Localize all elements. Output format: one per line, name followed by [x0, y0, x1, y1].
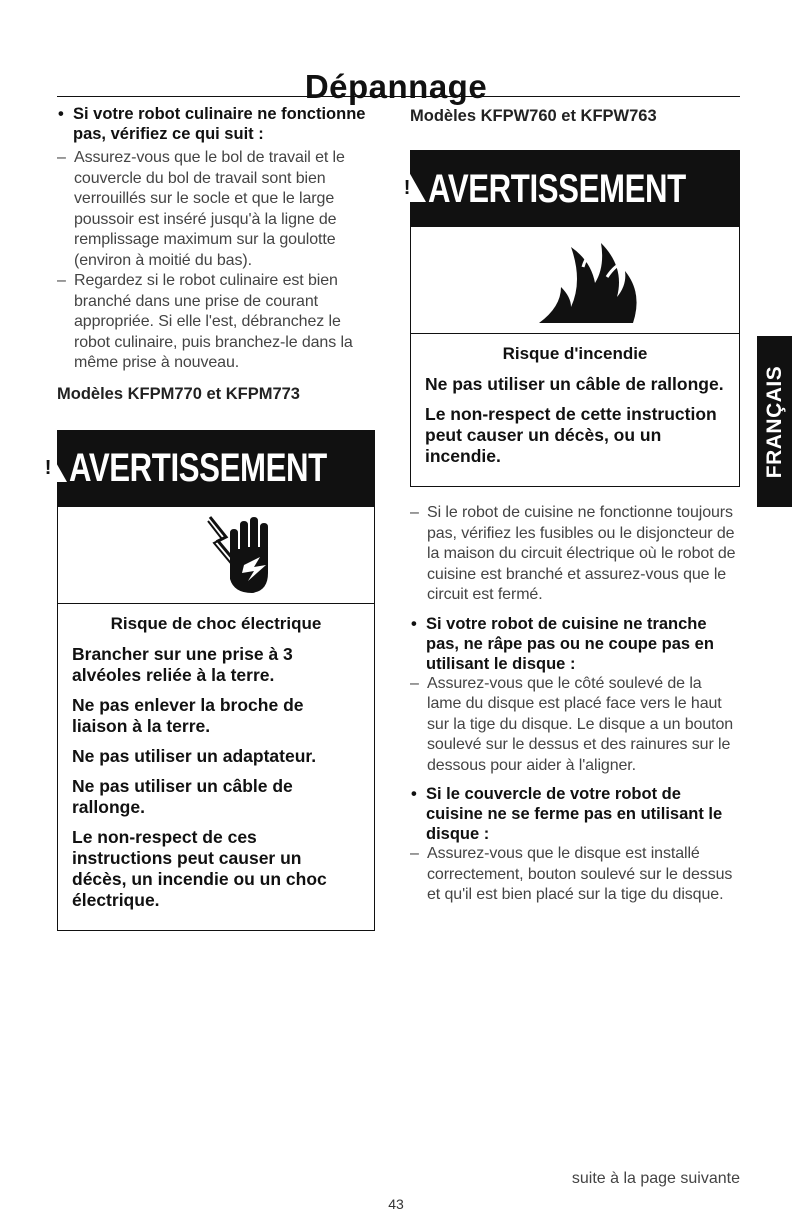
warning-triangle-icon: [33, 452, 67, 482]
dash-icon: –: [410, 504, 419, 521]
bullet-heading-not-slicing: • Si votre robot de cuisine ne tranche pas, ne râpe pas ou ne coupe pas en utilisant le disque :: [411, 614, 714, 673]
warning-line: Le non-respect de ces instructions peut causer un décès, un incendie ou un choc électrique.: [72, 826, 327, 910]
dash-item-blade-up: – Assurez-vous que le côté soulevé de la lame du disque est placé face vers le haut sur la tige du disque. Le disque a un bouton soulevé sur le dessus et des rainures sur le dessous pour aider à l'aligner.: [410, 674, 734, 774]
models-heading-kfpw: Modèles KFPW760 et KFPW763: [410, 107, 657, 125]
bullet-icon: •: [58, 105, 64, 123]
continued-note: suite à la page suivante: [571, 1170, 740, 1187]
risk-shock-title: Risque de choc électrique: [110, 613, 322, 633]
dash-icon: –: [410, 845, 419, 862]
dash-item-disc-installed: – Assurez-vous que le disque est installé correctement, bouton soulevé sur le dessus et qu'il est bien placé sur la tige du disque.: [410, 845, 733, 903]
shock-warning-box: [57, 430, 375, 931]
dash-item-fuses: – Si le robot de cuisine ne fonctionne toujours pas, vérifiez les fusibles ou le disjoncteur de la maison du circuit électrique où le robot de cuisine est branché et assurez-vous que le circuit est fermé.: [410, 504, 736, 603]
warning-line: Ne pas utiliser un adaptateur.: [72, 745, 317, 766]
warning-line: Brancher sur une prise à 3 alvéoles reliée à la terre.: [72, 643, 293, 685]
risk-fire-title: Risque d'incendie: [502, 344, 648, 363]
dash-icon: –: [410, 674, 419, 692]
models-heading-kfpm: Modèles KFPM770 et KFPM773: [57, 384, 300, 403]
fire-warning-box: [410, 150, 740, 487]
page-title: Dépannage: [304, 68, 488, 106]
bullet-heading-not-working: • Si votre robot culinaire ne fonctionne pas, vérifiez ce qui suit :: [58, 105, 366, 143]
page-number: 43: [388, 1196, 404, 1212]
warning-triangle-icon: [392, 172, 426, 202]
right-column: [410, 104, 740, 906]
dash-item-plugged-in: – Regardez si le robot culinaire est bien branché dans une prise de courant appropriée. Si elle l'est, débranchez le robot culinaire, puis branchez-le dans la même prise à nouveau.: [57, 272, 353, 371]
left-column: [57, 104, 375, 931]
bullet-icon: •: [411, 614, 417, 633]
warning-line: Le non-respect de cette instruction peut causer un décès, ou un incendie.: [425, 404, 717, 466]
title-divider: [57, 96, 740, 97]
fire-flame-icon: [411, 227, 739, 334]
warning-banner: ! AVERTISSEMENT: [411, 151, 739, 227]
warning-line: Ne pas enlever la broche de liaison à la terre.: [72, 694, 304, 736]
warning-line: Ne pas utiliser un câble de rallonge.: [72, 775, 293, 817]
warning-banner: ! AVERTISSEMENT: [58, 431, 374, 507]
warning-line: Ne pas utiliser un câble de rallonge.: [425, 374, 724, 394]
bullet-heading-lid-not-closing: • Si le couvercle de votre robot de cuisine ne se ferme pas en utilisant le disque :: [411, 785, 723, 843]
dash-item-bowl-locked: – Assurez-vous que le bol de travail et le couvercle du bol de travail sont bien verrouillés sur le socle et que le large poussoir est inséré jusqu'à la ligne de remplissage maximum sur la goulotte (environ à moitié du bas).: [57, 149, 345, 269]
electric-shock-hand-icon: [58, 507, 374, 604]
bullet-icon: •: [411, 785, 417, 803]
dash-icon: –: [57, 272, 66, 289]
language-side-tab: FRANÇAIS: [757, 336, 792, 507]
dash-icon: –: [57, 149, 66, 166]
